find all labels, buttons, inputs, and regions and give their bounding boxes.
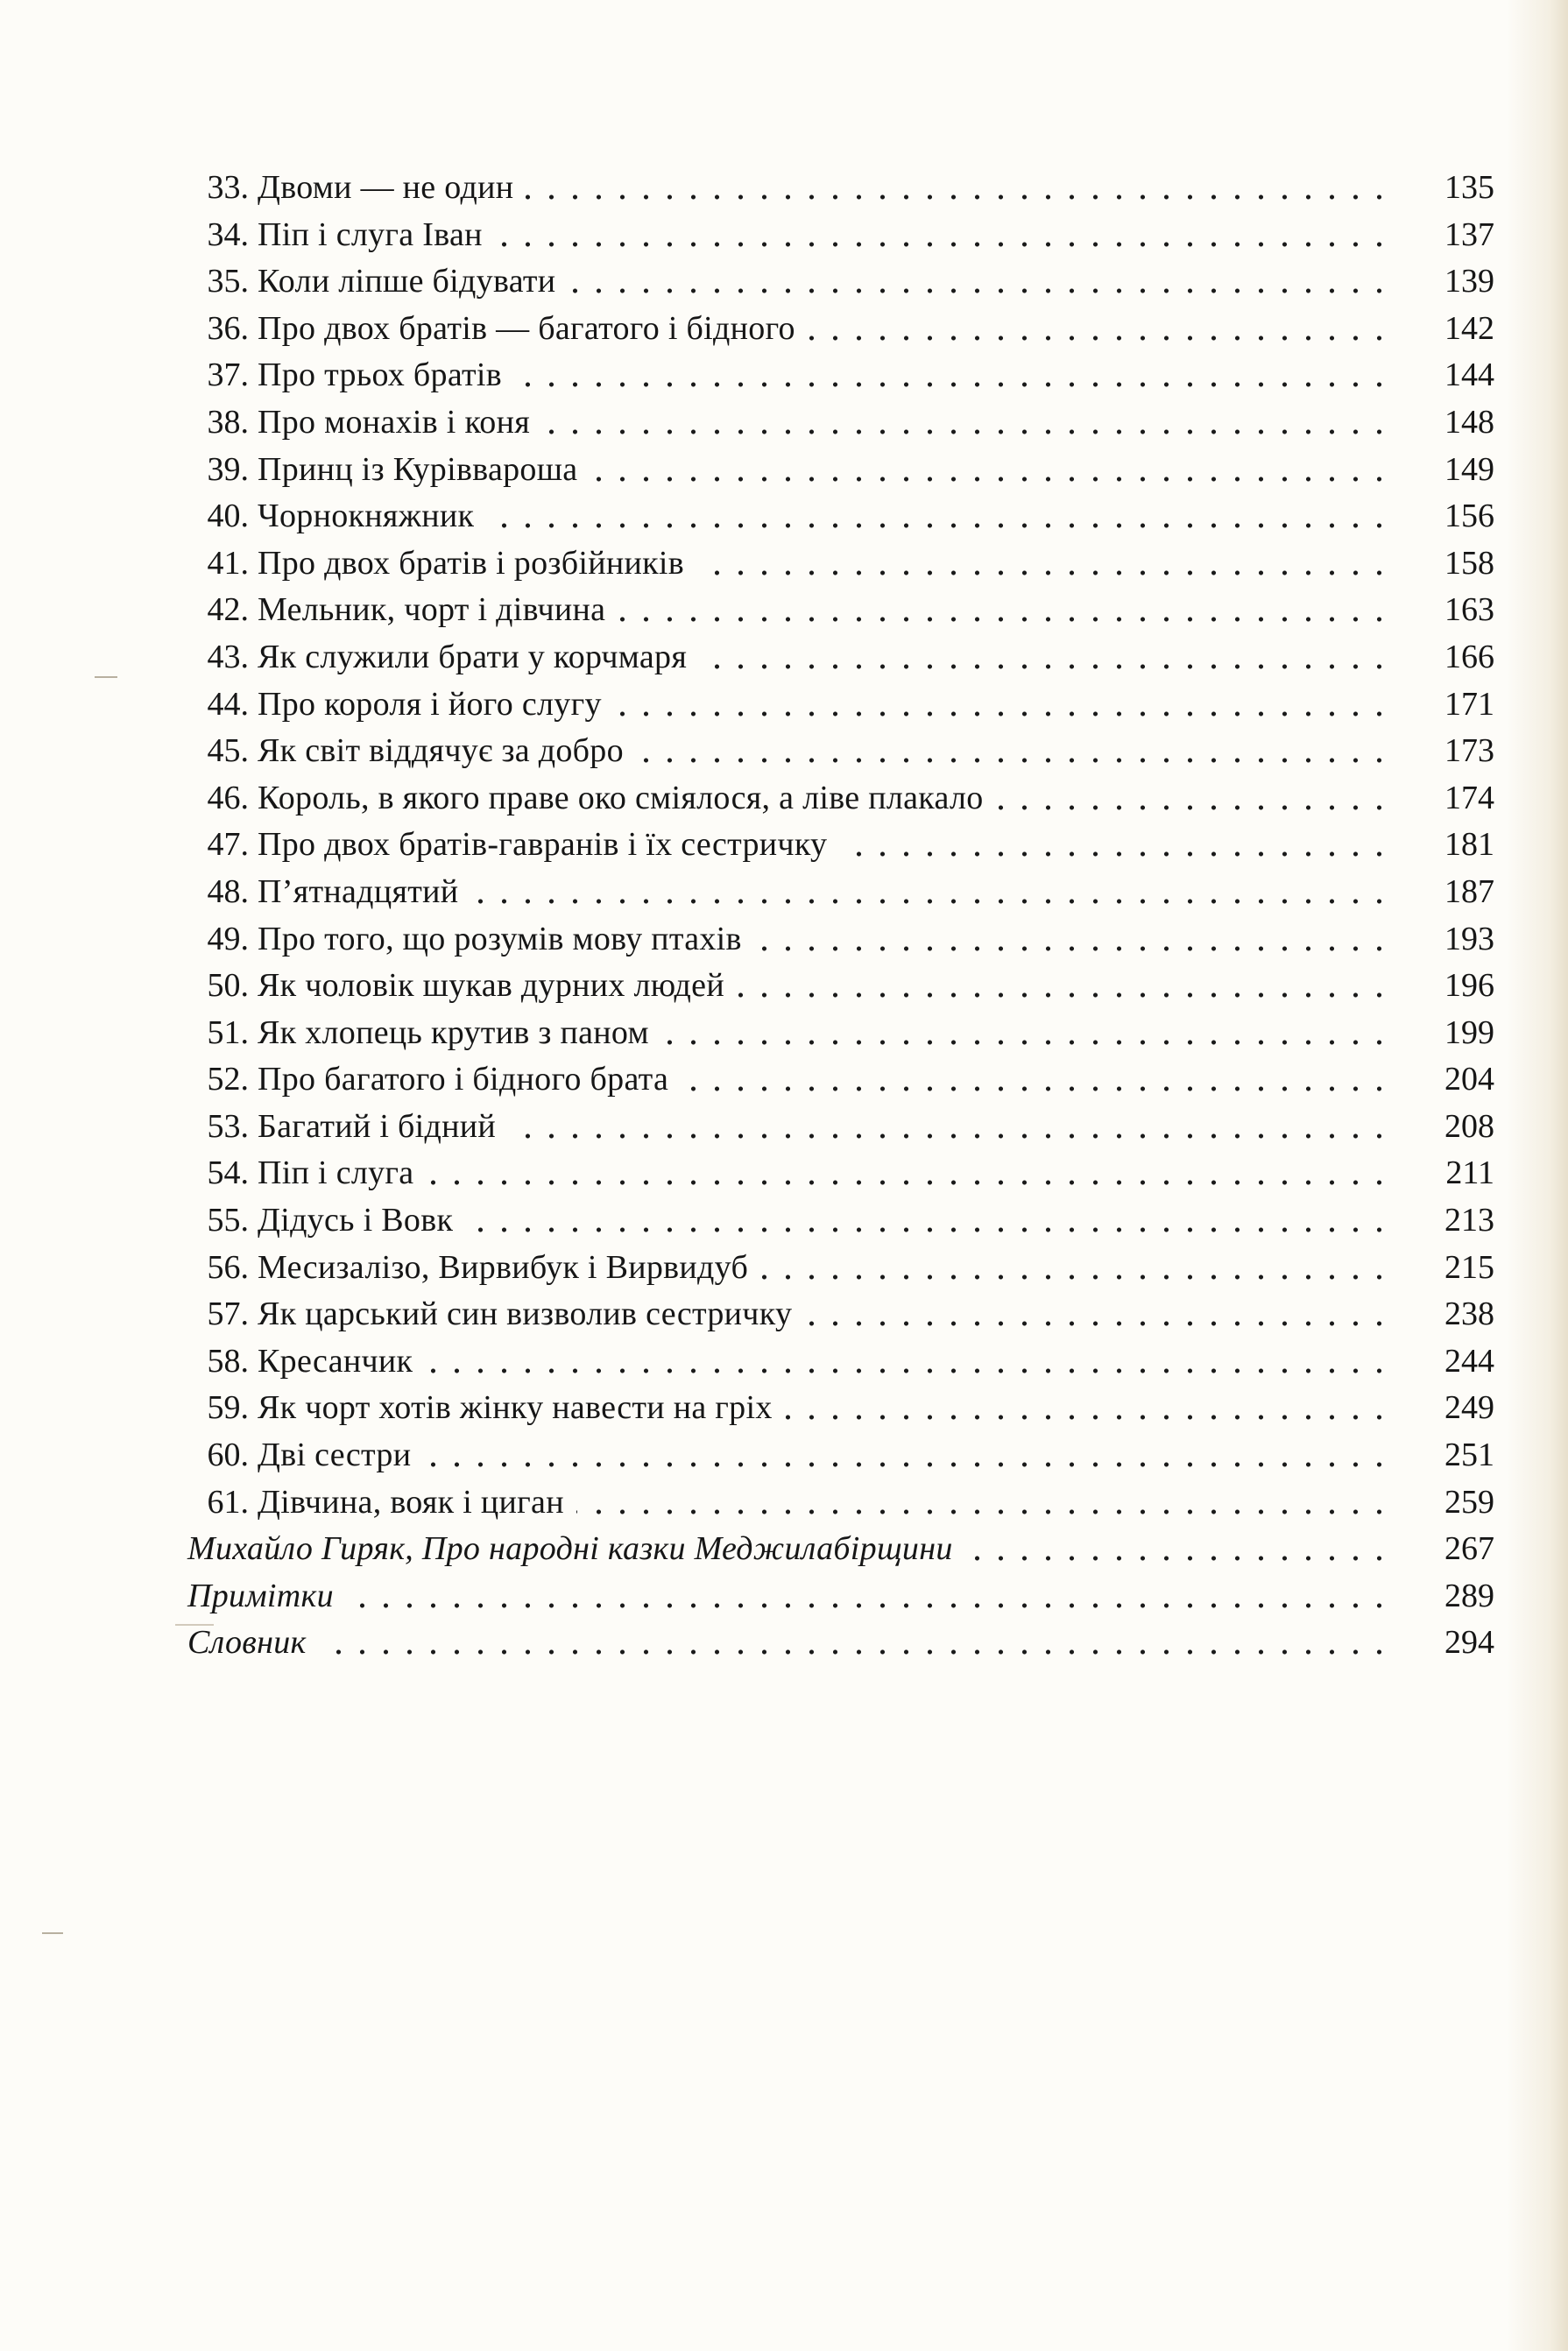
dot-leader [618, 616, 1391, 623]
toc-entry [175, 165, 1494, 212]
entry-page-number: 135 [1444, 169, 1494, 206]
entry-title: Коли ліпше бідувати [258, 263, 556, 300]
entry-number: 39. [207, 450, 249, 488]
toc-entry [175, 775, 1494, 822]
entry-title: Про трьох братів [258, 357, 503, 394]
entry-title: Месизалізо, Вирвибук і Вирвидуб [258, 1248, 749, 1286]
entry-title: Про двох братів-гавранів і їх сестричку [258, 826, 828, 864]
toc-entry [175, 1338, 1494, 1386]
toc-entry [175, 493, 1494, 540]
entry-title: Двоми — не один [258, 169, 514, 206]
dot-leader [808, 335, 1391, 342]
entry-page-number: 173 [1444, 732, 1494, 770]
toc-entry [175, 681, 1494, 729]
toc-entry [175, 728, 1494, 775]
toc-entry [175, 869, 1494, 916]
entry-page-number: 156 [1444, 498, 1494, 535]
entry-page-number: 251 [1444, 1437, 1494, 1474]
entry-number: 43. [207, 638, 249, 675]
entry-number: 35. [207, 263, 249, 300]
dot-leader [542, 428, 1391, 435]
toc-entry [175, 634, 1494, 681]
entry-page-number: 244 [1444, 1342, 1494, 1380]
dot-leader [681, 1085, 1391, 1092]
entry-number: 55. [207, 1202, 249, 1239]
entry-number: 57. [207, 1296, 249, 1333]
entry-page-number: 149 [1444, 450, 1494, 488]
entry-number: 44. [207, 685, 249, 723]
entry-number: 37. [207, 357, 249, 394]
dot-leader [568, 287, 1391, 294]
entry-page-number: 193 [1444, 920, 1494, 957]
toc-entry [175, 916, 1494, 964]
dot-leader [423, 1461, 1391, 1468]
entry-number: 40. [207, 498, 249, 535]
entry-title: П’ятнадцятий [258, 872, 459, 910]
toc-entry [175, 212, 1494, 259]
entry-page-number: 137 [1444, 215, 1494, 253]
entry-number: 36. [207, 309, 249, 347]
entry-title: Про двох братів і розбійників [258, 544, 684, 582]
entry-page-number: 171 [1444, 685, 1494, 723]
entry-title: Багатий і бідний [258, 1107, 497, 1145]
dot-leader [760, 1274, 1391, 1281]
entry-number: 49. [207, 920, 249, 957]
toc-entry [175, 1056, 1494, 1104]
dot-leader [785, 1414, 1391, 1421]
dot-leader [486, 522, 1391, 529]
dot-leader [737, 992, 1391, 999]
entry-page-number: 215 [1444, 1248, 1494, 1286]
toc-entry [175, 587, 1494, 634]
entry-title: Король, в якого праве око сміялося, а ліве плакало [258, 779, 984, 816]
entry-number: 54. [207, 1154, 249, 1192]
entry-title: Як хлопець крутив з паном [258, 1013, 649, 1051]
dot-leader [614, 710, 1391, 717]
entry-number: 45. [207, 732, 249, 770]
toc-entry [175, 1010, 1494, 1057]
entry-number: 53. [207, 1107, 249, 1145]
entry-title: Про того, що розумів мову птахів [258, 920, 742, 957]
entry-title: Дівчина, вояк і циган [258, 1483, 564, 1521]
dot-leader [965, 1555, 1391, 1562]
entry-page-number: 142 [1444, 309, 1494, 347]
entry-page-number: 208 [1444, 1107, 1494, 1145]
entry-page-number: 196 [1444, 967, 1494, 1005]
entry-page-number: 289 [1444, 1577, 1494, 1614]
entry-number: 59. [207, 1389, 249, 1427]
entry-number: 38. [207, 403, 249, 441]
dot-leader [996, 804, 1391, 811]
dot-leader [465, 1226, 1391, 1233]
entry-page-number: 211 [1445, 1154, 1494, 1192]
entry-number: 41. [207, 544, 249, 582]
entry-page-number: 163 [1444, 591, 1494, 629]
entry-page-number: 174 [1444, 779, 1494, 816]
dot-leader [576, 1508, 1391, 1515]
toc-entry [175, 1197, 1494, 1245]
dot-leader [526, 194, 1391, 201]
entry-title: Чорнокняжник [258, 498, 475, 535]
toc-entry [175, 1245, 1494, 1292]
entry-page-number: 238 [1444, 1296, 1494, 1333]
entry-number: 50. [207, 967, 249, 1005]
entry-title: Мельник, чорт і дівчина [258, 591, 606, 629]
entry-number: 60. [207, 1437, 249, 1474]
entry-page-number: 139 [1444, 263, 1494, 300]
entry-title: Як царський син визволив сестричку [258, 1296, 793, 1333]
dot-leader [346, 1602, 1391, 1609]
table-of-contents [175, 165, 1494, 1667]
entry-page-number: 294 [1444, 1624, 1494, 1662]
entry-number: 56. [207, 1248, 249, 1286]
toc-entry [175, 1432, 1494, 1479]
entry-title: Як світ віддячує за добро [258, 732, 624, 770]
dot-leader [754, 945, 1391, 952]
entry-page-number: 166 [1444, 638, 1494, 675]
dot-leader [804, 1320, 1391, 1327]
scan-mark [95, 676, 117, 678]
entry-page-number: 249 [1444, 1389, 1494, 1427]
entry-number: 52. [207, 1061, 249, 1098]
dot-leader [839, 851, 1391, 858]
entry-number: 58. [207, 1342, 249, 1380]
entry-page-number: 259 [1444, 1483, 1494, 1521]
dot-leader [470, 898, 1391, 905]
entry-page-number: 181 [1444, 826, 1494, 864]
toc-extra-entry [175, 1573, 1494, 1620]
entry-title: Примітки [187, 1577, 334, 1614]
dot-leader [508, 1133, 1391, 1140]
entry-number: 48. [207, 872, 249, 910]
entry-page-number: 199 [1444, 1013, 1494, 1051]
toc-entry [175, 399, 1494, 447]
dot-leader [636, 757, 1391, 764]
entry-page-number: 213 [1444, 1202, 1494, 1239]
dot-leader [699, 663, 1391, 670]
toc-entry [175, 258, 1494, 306]
scan-mark [42, 1932, 63, 1934]
entry-title: Михайло Гиряк, Про народні казки Меджилабірщини [187, 1530, 953, 1568]
entry-page-number: 187 [1444, 872, 1494, 910]
entry-title: Про багатого і бідного брата [258, 1061, 669, 1098]
dot-leader [514, 381, 1391, 388]
toc-extra-entry [175, 1620, 1494, 1667]
entry-title: Про двох братів — багатого і бідного [258, 309, 795, 347]
dot-leader [495, 241, 1391, 248]
entry-title: Як чоловік шукав дурних людей [258, 967, 724, 1005]
entry-page-number: 148 [1444, 403, 1494, 441]
toc-entry [175, 1150, 1494, 1197]
toc-entry [175, 1479, 1494, 1527]
toc-entry [175, 822, 1494, 869]
dot-leader [661, 1039, 1391, 1046]
entry-title: Як чорт хотів жінку навести на гріх [258, 1389, 773, 1427]
entry-number: 51. [207, 1013, 249, 1051]
entry-number: 42. [207, 591, 249, 629]
entry-number: 47. [207, 826, 249, 864]
toc-entry [175, 1104, 1494, 1151]
page-edge-shadow [1507, 0, 1568, 2351]
toc-entry [175, 306, 1494, 353]
entry-title: Як служили брати у корчмаря [258, 638, 688, 675]
entry-number: 61. [207, 1483, 249, 1521]
entry-title: Піп і слуга [258, 1154, 414, 1192]
entry-number: 34. [207, 215, 249, 253]
entry-title: Словник [187, 1624, 307, 1662]
entry-title: Про короля і його слугу [258, 685, 602, 723]
dot-leader [319, 1649, 1391, 1656]
entry-title: Піп і слуга Іван [258, 215, 483, 253]
toc-entry [175, 540, 1494, 588]
dot-leader [425, 1367, 1391, 1374]
entry-title: Дві сестри [258, 1437, 412, 1474]
dot-leader [696, 569, 1391, 576]
entry-page-number: 267 [1444, 1530, 1494, 1568]
entry-title: Принц із Куріввароша [258, 450, 578, 488]
entry-title: Про монахів і коня [258, 403, 530, 441]
entry-title: Кресанчик [258, 1342, 413, 1380]
toc-entry [175, 352, 1494, 399]
dot-leader [426, 1179, 1391, 1186]
entry-title: Дідусь і Вовк [258, 1202, 454, 1239]
toc-entry [175, 1385, 1494, 1432]
toc-extra-entry [175, 1526, 1494, 1573]
entry-number: 46. [207, 779, 249, 816]
entry-page-number: 158 [1444, 544, 1494, 582]
dot-leader [590, 476, 1391, 483]
toc-entry [175, 447, 1494, 494]
entry-number: 33. [207, 169, 249, 206]
toc-entry [175, 963, 1494, 1010]
entry-page-number: 144 [1444, 357, 1494, 394]
entry-page-number: 204 [1444, 1061, 1494, 1098]
toc-entry [175, 1291, 1494, 1338]
